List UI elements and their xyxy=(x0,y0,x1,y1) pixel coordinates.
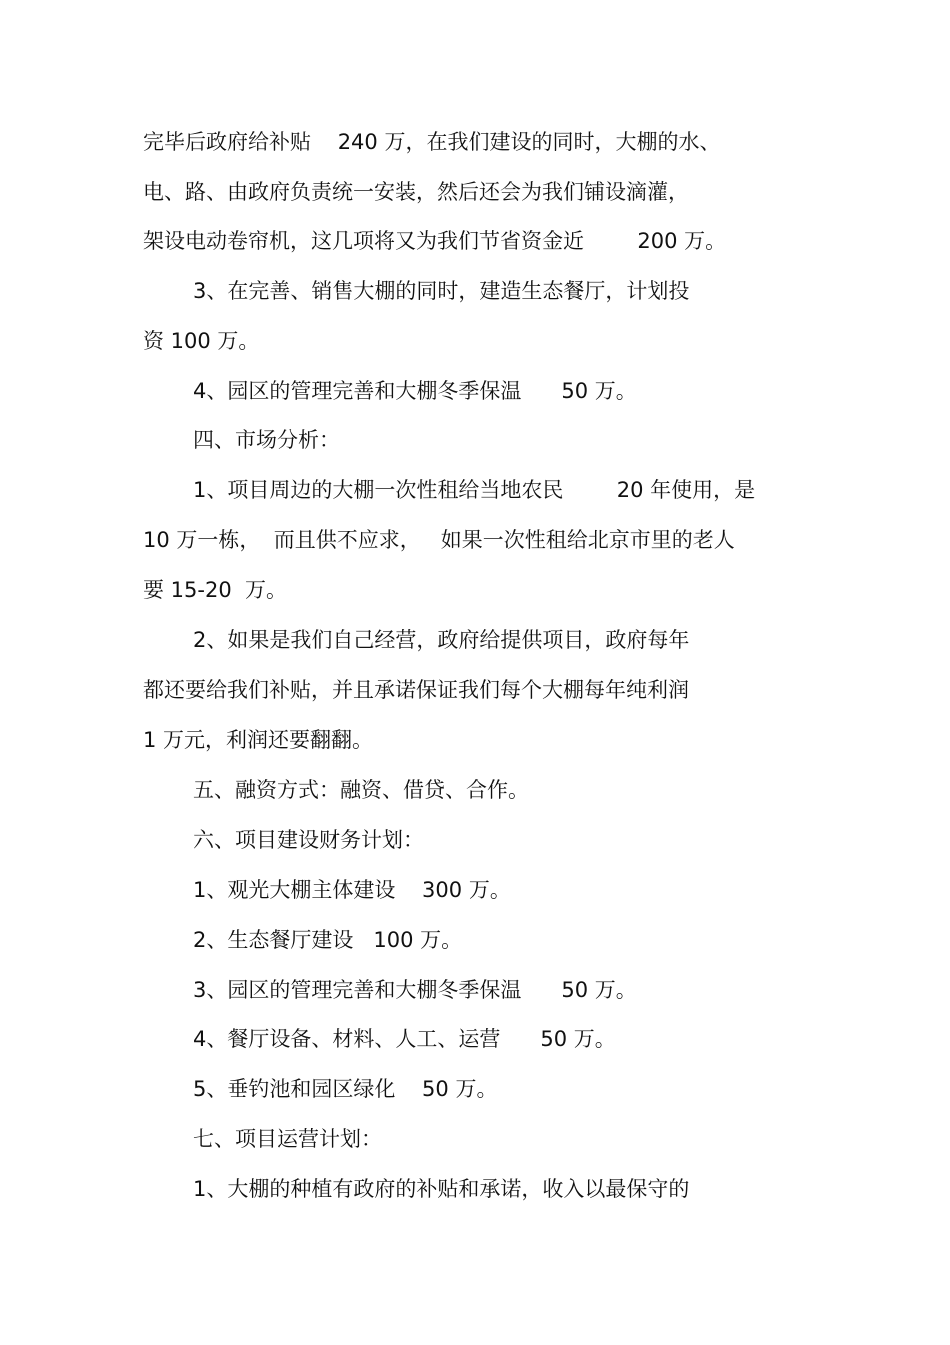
text-line: 4、园区的管理完善和大棚冬季保温 50 万。 xyxy=(193,379,637,403)
text-line: 3、在完善、销售大棚的同时，建造生态餐厅，计划投 xyxy=(193,279,690,303)
text-line: 完毕后政府给补贴 240 万，在我们建设的同时，大棚的水、 xyxy=(143,130,721,154)
text-line: 3、园区的管理完善和大棚冬季保温 50 万。 xyxy=(193,978,637,1002)
text-line: 1、观光大棚主体建设 300 万。 xyxy=(193,878,511,902)
text-line: 2、如果是我们自己经营，政府给提供项目，政府每年 xyxy=(193,628,690,652)
text-line: 架设电动卷帘机，这几项将又为我们节省资金近 200 万。 xyxy=(143,229,727,253)
section-heading: 四、市场分析： xyxy=(193,428,340,452)
text-line: 都还要给我们补贴，并且承诺保证我们每个大棚每年纯利润 xyxy=(143,678,689,702)
text-line: 要 15-20 万。 xyxy=(143,578,288,602)
text-line: 4、餐厅设备、材料、人工、运营 50 万。 xyxy=(193,1027,616,1051)
text-line: 5、垂钓池和园区绿化 50 万。 xyxy=(193,1077,498,1101)
text-line: 1、项目周边的大棚一次性租给当地农民 20 年使用，是 xyxy=(193,478,756,502)
section-heading: 七、项目运营计划： xyxy=(193,1127,382,1151)
text-line: 10 万一栋， 而且供不应求， 如果一次性租给北京市里的老人 xyxy=(143,528,735,552)
text-line: 电、路、由政府负责统一安装，然后还会为我们铺设滴灌， xyxy=(143,180,689,204)
section-heading: 五、融资方式：融资、借贷、合作。 xyxy=(193,778,529,802)
text-line: 资 100 万。 xyxy=(143,329,260,353)
text-line: 1、大棚的种植有政府的补贴和承诺，收入以最保守的 xyxy=(193,1177,690,1201)
section-heading: 六、项目建设财务计划： xyxy=(193,828,424,852)
text-line: 2、生态餐厅建设 100 万。 xyxy=(193,928,463,952)
text-line: 1 万元，利润还要翻翻。 xyxy=(143,728,374,752)
